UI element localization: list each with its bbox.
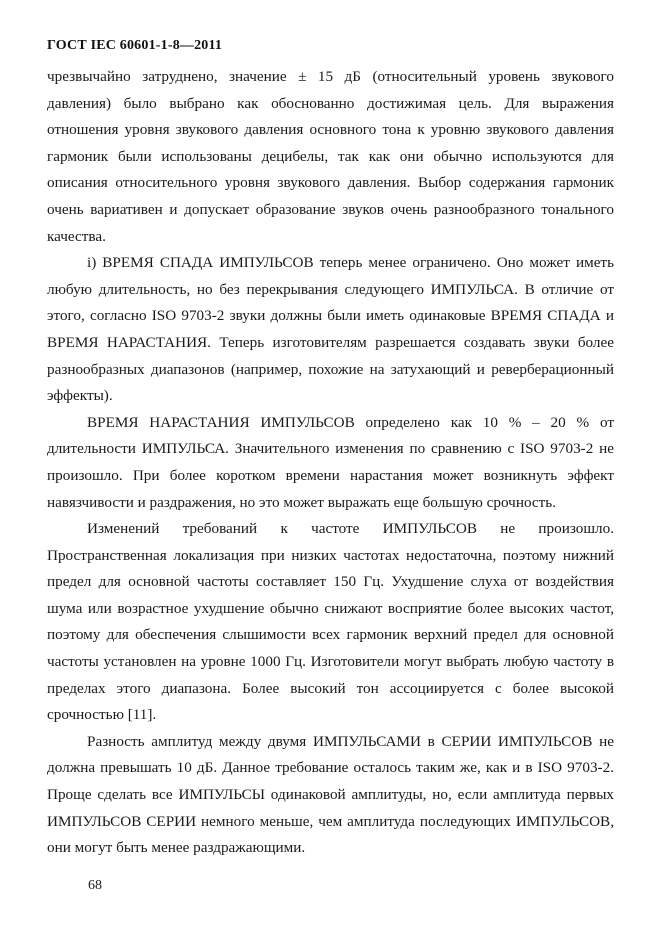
paragraph-frequency: Изменений требований к частоте ИМПУЛЬСОВ не произошло. Пространственная локализация при низких частотах недостаточна, поэтому нижний предел для основной частоты составляет 150 Гц. Ухудшение слуха от воздействия шума или возрастное ухудшение обычно снижают восприятие более высоких частот, поэтому для обеспечения слышимости всех гармоник верхний предел для основной частоты установлен на уровне 1000 Гц. Изготовители могут выбрать любую частоту в пределах этого диапазона. Более высокий тон ассоциируется с более высокой срочностью [11].	[47, 520, 614, 724]
document-body	[47, 64, 614, 862]
page-number: 68	[88, 878, 102, 893]
paragraph-amplitude: Разность амплитуд между двумя ИМПУЛЬСАМИ в СЕРИИ ИМПУЛЬСОВ не должна превышать 10 дБ. Данное требование осталось таким же, как и в ISO 9703-2. Проще сделать все ИМПУЛЬСЫ одинаковой амплитуды, но, если амплитуда первых ИМПУЛЬСОВ СЕРИИ немного меньше, чем амплитуда последующих ИМПУЛЬСОВ, они могут быть менее раздражающими.	[47, 732, 614, 857]
paragraph-rise-time: ВРЕМЯ НАРАСТАНИЯ ИМПУЛЬСОВ определено как 10 % – 20 % от длительности ИМПУЛЬСА. Значительного изменения по сравнению с ISO 9703-2 не произошло. При более коротком времени нарастания может возникнуть эффект навязчивости и раздражения, но это может выражать еще большую срочность.	[47, 413, 614, 511]
paragraph-continuation: чрезвычайно затруднено, значение ± 15 дБ (относительный уровень звукового давления) было выбрано как обоснованно достижимая цель. Для выражения отношения уровня звукового давления основного тона к уровню звукового давления гармоник были использованы децибелы, так как они обычно используются для описания относительного уровня звукового давления. Выбор содержания гармоник очень вариативен и допускает образование звуков очень разнообразного тонального качества.	[47, 68, 614, 245]
document-header: ГОСТ IEC 60601-1-8—2011	[47, 38, 223, 53]
paragraph-item-i: i) ВРЕМЯ СПАДА ИМПУЛЬСОВ теперь менее ограничено. Оно может иметь любую длительность, но без перекрывания следующего ИМПУЛЬСА. В отличие от этого, согласно ISO 9703-2 звуки должны были иметь одинаковые ВРЕМЯ СПАДА и ВРЕМЯ НАРАСТАНИЯ. Теперь изготовителям разрешается создавать звуки более разнообразных диапазонов (например, похожие на затухающий и реверберационный эффекты).	[47, 254, 614, 405]
